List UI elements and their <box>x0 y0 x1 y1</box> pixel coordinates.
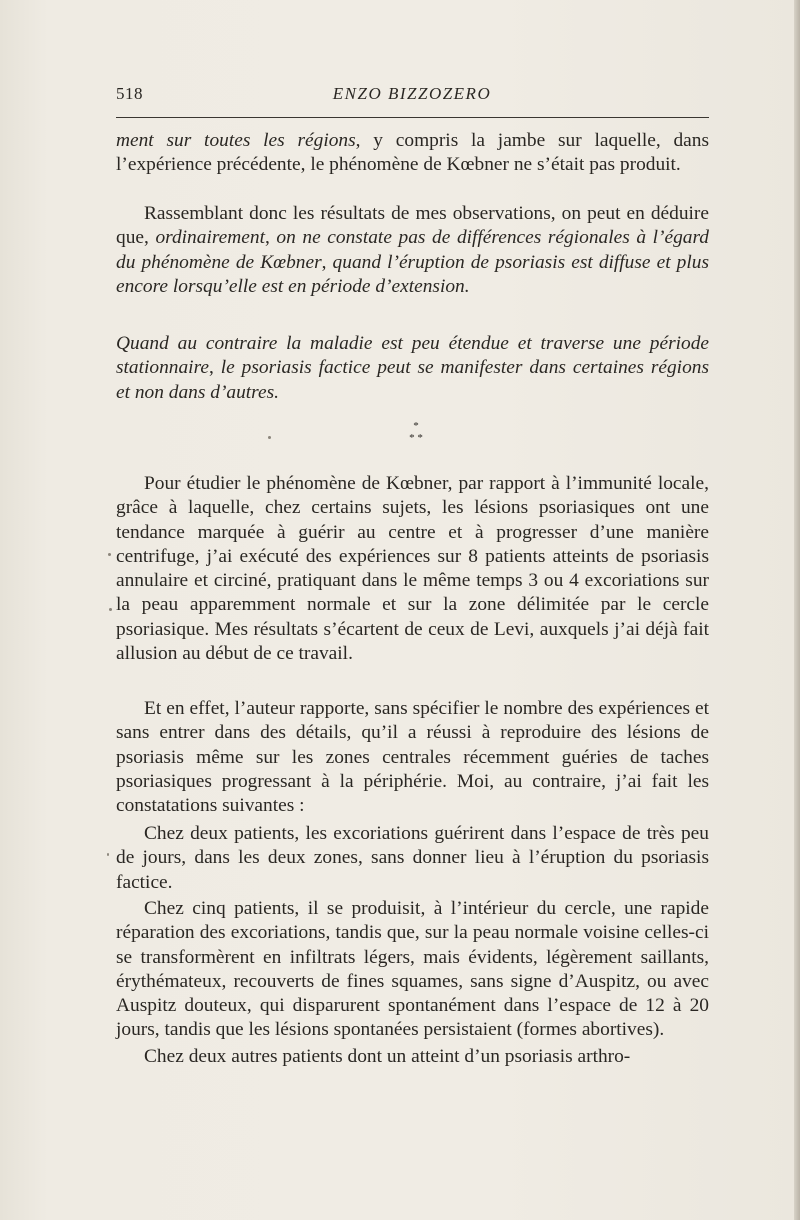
text-run-italic: le psoriasis factice peut se manifester dans certaines régions et non dans d’autres. <box>116 357 710 403</box>
paragraph-continuation <box>116 129 709 178</box>
section-asterism <box>406 420 426 454</box>
running-head-author: ENZO BIZZOZERO <box>332 84 492 103</box>
paragraph-italic-statement <box>116 332 709 405</box>
scan-speck <box>108 553 111 556</box>
text-run: , <box>321 251 333 273</box>
text-run: Chez deux patients, les excoriations guérirent dans l’espace de très peu de jours, dans les deux zones, sans donner lieu à l’éruption du psoriasis factice. <box>116 823 709 893</box>
text-run-italic: on ne constate pas de différences régionales à l’égard du phénomène de Kœbner <box>116 227 709 273</box>
scan-speck <box>107 853 109 856</box>
text-run: Chez cinq patients, il se produisit, à l’intérieur du cercle, une rapide réparation des excoriations, tandis que, sur la peau normale voisine celles-ci se transformèrent en infiltrats légers, mais évidents, légèrement saillants, érythémateux, recouverts de fines squames, sans signe d’Auspitz, ou avec Auspitz douteux, qui disparurent spontanément dans l’espace de 12 à 20 jours, tandis que les lésions spontanées persistaient (formes abortives). <box>116 898 709 1041</box>
text-run: , <box>264 227 277 249</box>
text-run-italic: Quand au contraire la maladie est peu étendue et traverse une période stationnaire <box>116 333 709 379</box>
text-run: Et en effet, l’auteur rapporte, sans spécifier le nombre des expériences et sans entrer dans des détails, qu’il a réussi à reproduire des lésions de psoriasis même sur les zones centrales récemment guéries de taches psoriasiques progressant à la périphérie. Moi, au contraire, j’ai fait les constatations suivantes : <box>116 698 709 817</box>
scan-speck <box>109 608 112 611</box>
text-run: Chez deux autres patients dont un atteint d’un psoriasis arthro- <box>144 1046 631 1067</box>
paragraph-two-other-patients <box>116 1045 709 1069</box>
page-number: 518 <box>116 84 143 103</box>
text-run: Rassemblant donc les résultats de mes observations, on peut en déduire que, <box>116 203 709 249</box>
text-run: , <box>209 357 221 379</box>
text-run: , y compris la jambe sur laquelle, dans l’expérience précédente, le phénomène de Kœbner ne s’était pas produit. <box>116 130 709 176</box>
paragraph-five-patients <box>116 897 709 1043</box>
paragraph-study <box>116 472 709 666</box>
asterism-top: * <box>413 420 419 432</box>
paragraph-two-patients <box>116 822 709 895</box>
paragraph-conclusion <box>116 202 709 299</box>
paragraph-levi <box>116 697 709 818</box>
text-run-italic: quand l’éruption de psoriasis est diffuse et plus encore lorsqu’elle est en période d’extension. <box>116 251 709 297</box>
text-run: Pour étudier le phénomène de Kœbner, par rapport à l’immunité locale, grâce à laquelle, chez certains sujets, les lésions psoriasiques ont une tendance marquée à guérir au centre et à progresser d’une manière centrifuge, j’ai exécuté des expériences sur 8 patients atteints de psoriasis annulaire et circiné, pratiquant dans le même temps 3 ou 4 excoriations sur la peau apparemment normale et sur la zone délimitée par le cercle psoriasique. Mes résultats s’écartent de ceux de Levi, auxquels j’ai déjà fait allusion au début de ce travail. <box>116 473 709 665</box>
text-run-italic: ment sur toutes les régions <box>116 130 356 151</box>
asterism-bottom: * * <box>409 432 423 444</box>
page-edge <box>794 0 800 1220</box>
text-run-italic: ordinairement <box>155 227 265 249</box>
scan-speck <box>268 436 271 439</box>
header-rule <box>116 117 709 118</box>
running-header <box>116 84 708 108</box>
